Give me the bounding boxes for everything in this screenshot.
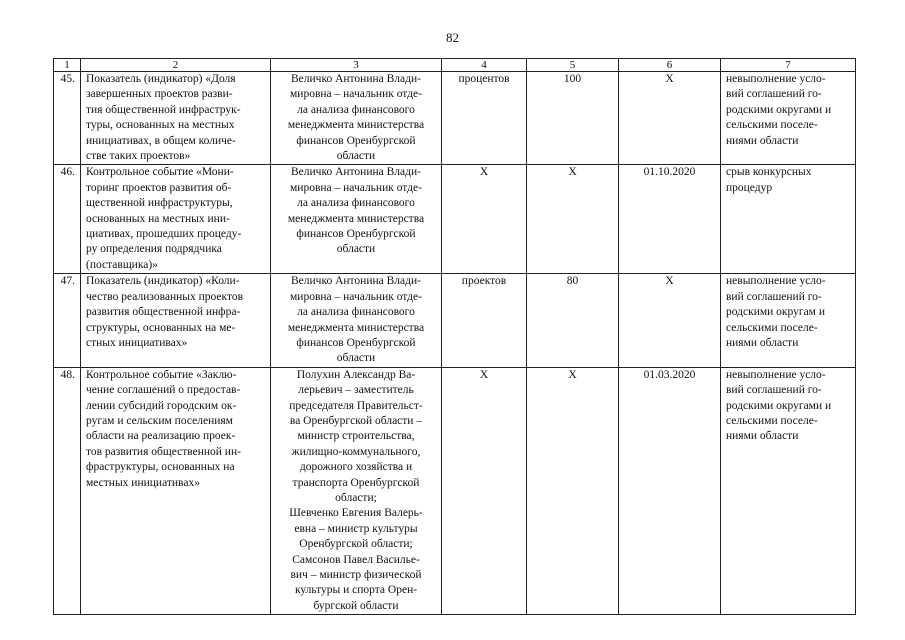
column-header: 1 <box>54 59 81 72</box>
row-value: 100 <box>527 72 619 165</box>
column-header: 5 <box>527 59 619 72</box>
row-consequence: невыполнение усло- вий соглашений го- родскими округами и сельскими поселе- ниями области <box>721 72 856 165</box>
row-responsible: Величко Антонина Влади- мировна – начальник отде- ла анализа финансового менеджмента министерства финансов Оренбургской области <box>271 274 442 367</box>
row-description: Показатель (индикатор) «Коли- чество реализованных проектов развития общественной инфра- структуры, основанных на ме- стных инициативах» <box>81 274 271 367</box>
column-header: 3 <box>271 59 442 72</box>
table-row <box>54 274 856 367</box>
row-value: Х <box>527 367 619 615</box>
row-date: 01.10.2020 <box>619 165 721 274</box>
table-row <box>54 72 856 165</box>
row-unit: процентов <box>442 72 527 165</box>
row-date: Х <box>619 72 721 165</box>
activity-table <box>53 58 856 615</box>
table-row <box>54 367 856 615</box>
row-number: 45. <box>54 72 81 165</box>
row-unit: Х <box>442 367 527 615</box>
row-unit: проектов <box>442 274 527 367</box>
row-description: Контрольное событие «Заклю- чение соглашений о предостав- лении субсидий городским ок- ругам и сельским поселениям области на реализацию проек- тов развития общественной ин- фраструктуры, основанных на местных инициативах» <box>81 367 271 615</box>
row-value: Х <box>527 165 619 274</box>
column-header: 6 <box>619 59 721 72</box>
row-description: Контрольное событие «Мони- торинг проектов развития об- щественной инфраструктуры, основанных на местных ини- циативах, прошедших процеду- ру определения подрядчика (поставщика)» <box>81 165 271 274</box>
column-header: 2 <box>81 59 271 72</box>
column-header: 7 <box>721 59 856 72</box>
row-unit: Х <box>442 165 527 274</box>
row-responsible: Полухин Александр Ва- лерьевич – заместитель председателя Правительст- ва Оренбургской области – министр строительства, жилищно-коммунального, дорожного хозяйства и транспорта Оренбургской области; Шевченко Евгения Валерь- евна – министр культуры Оренбургской области; Самсонов Павел Василье- вич – министр физической культуры и спорта Орен- бургской области <box>271 367 442 615</box>
row-consequence: невыполнение усло- вий соглашений го- родскими округами и сельскими поселе- ниями области <box>721 367 856 615</box>
row-responsible: Величко Антонина Влади- мировна – начальник отде- ла анализа финансового менеджмента министерства финансов Оренбургской области <box>271 165 442 274</box>
row-value: 80 <box>527 274 619 367</box>
row-consequence: срыв конкурсных процедур <box>721 165 856 274</box>
row-number: 48. <box>54 367 81 615</box>
row-number: 46. <box>54 165 81 274</box>
row-date: Х <box>619 274 721 367</box>
page-number: 82 <box>446 30 459 45</box>
column-header: 4 <box>442 59 527 72</box>
row-description: Показатель (индикатор) «Доля завершенных проектов разви- тия общественной инфраструк- туры, основанных на местных инициативах, в общем количе- стве таких проектов» <box>81 72 271 165</box>
row-number: 47. <box>54 274 81 367</box>
row-date: 01.03.2020 <box>619 367 721 615</box>
row-responsible: Величко Антонина Влади- мировна – начальник отде- ла анализа финансового менеджмента министерства финансов Оренбургской области <box>271 72 442 165</box>
table-row <box>54 165 856 274</box>
column-number-row <box>54 59 856 72</box>
row-consequence: невыполнение усло- вий соглашений го- родскими округам и сельскими поселе- ниями области <box>721 274 856 367</box>
